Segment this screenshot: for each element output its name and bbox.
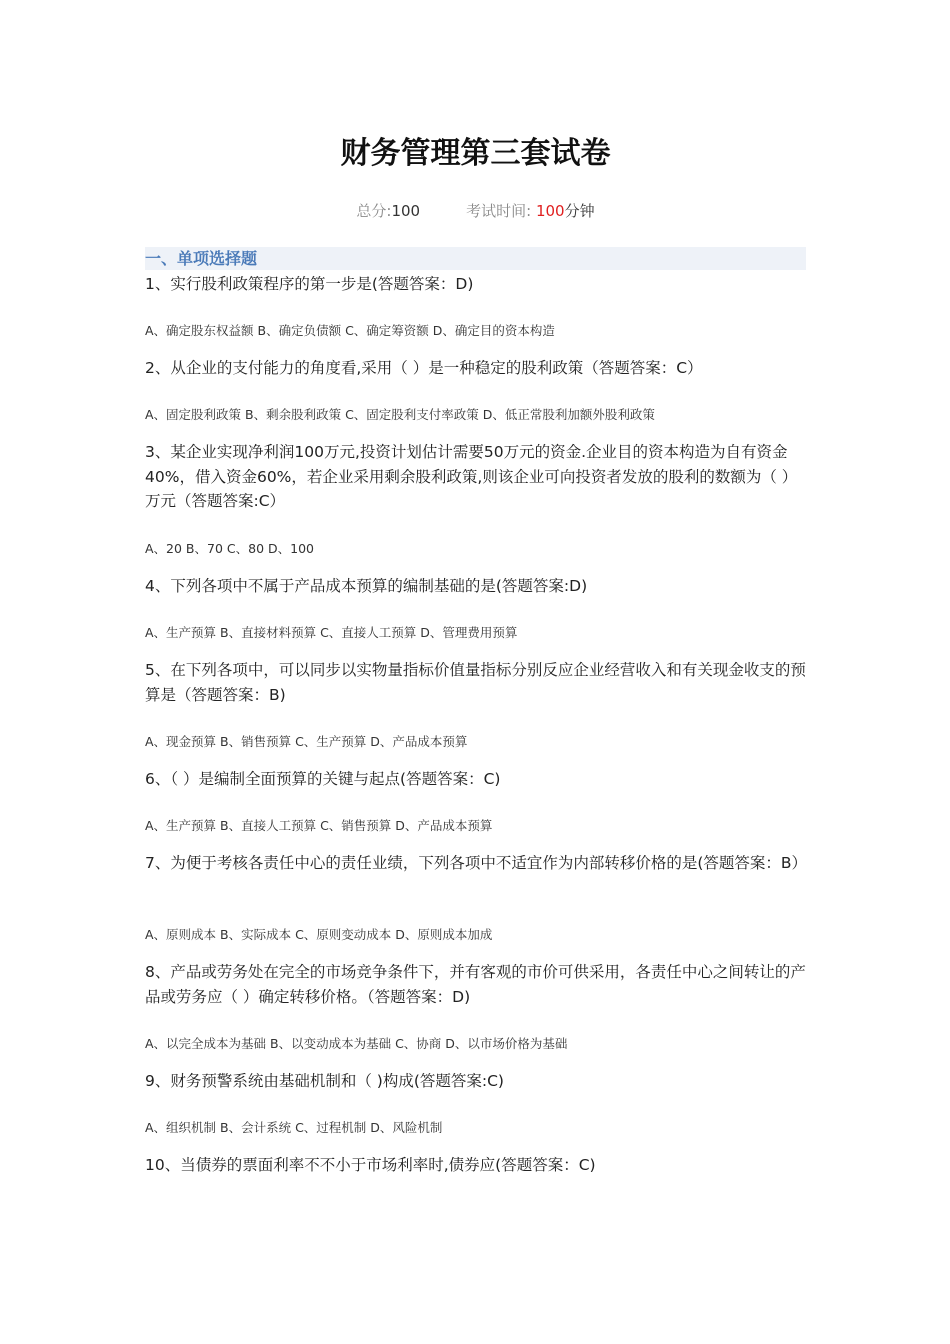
question-6: 6、（ ）是编制全面预算的关键与起点(答题答案：C): [145, 770, 501, 788]
time-label: 考试时间:: [466, 202, 532, 220]
options-4: A、生产预算 B、直接材料预算 C、直接人工预算 D、管理费用预算: [145, 625, 518, 640]
score-value: 100: [391, 202, 421, 220]
question-9: 9、财务预警系统由基础机制和（ )构成(答题答案:C): [145, 1072, 504, 1090]
section-header: 一、单项选择题: [145, 247, 806, 270]
score-label: 总分:: [356, 202, 392, 220]
options-8: A、以完全成本为基础 B、以变动成本为基础 C、协商 D、以市场价格为基础: [145, 1036, 568, 1051]
options-2: A、固定股利政策 B、剩余股利政策 C、固定股利支付率政策 D、低正常股利加额外股利政策: [145, 407, 655, 422]
question-2: 2、从企业的支付能力的角度看,采用（ ）是一种稳定的股利政策（答题答案：C）: [145, 359, 703, 377]
time-value: 100: [535, 202, 565, 220]
options-7: A、原则成本 B、实际成本 C、原则变动成本 D、原则成本加成: [145, 927, 493, 942]
question-7: 7、为便于考核各责任中心的责任业绩，下列各项中不适宜作为内部转移价格的是(答题答案：B）: [145, 854, 808, 872]
question-3: 3、某企业实现净利润100万元,投资计划估计需要50万元的资金.企业目的资本构造为自有资金40%，借入资金60%，若企业采用剩余股利政策,则该企业可向投资者发放的股利的数额为（ ）万元（答题答案:C）: [145, 443, 798, 510]
question-10: 10、当债券的票面利率不不小于市场利率时,债券应(答题答案：C): [145, 1156, 596, 1174]
question-8: 8、产品或劳务处在完全的市场竞争条件下，并有客观的市价可供采用，各责任中心之间转让的产品或劳务应（ ）确定转移价格。（答题答案：D): [145, 963, 806, 1006]
exam-title: 财务管理第三套试卷: [340, 136, 611, 171]
exam-meta: [145, 200, 806, 221]
question-5: 5、在下列各项中，可以同步以实物量指标价值量指标分别反应企业经营收入和有关现金收支的预算是（答题答案：B): [145, 661, 806, 704]
options-1: A、确定股东权益额 B、确定负债额 C、确定筹资额 D、确定目的资本构造: [145, 323, 555, 338]
options-9: A、组织机制 B、会计系统 C、过程机制 D、风险机制: [145, 1120, 443, 1135]
options-6: A、生产预算 B、直接人工预算 C、销售预算 D、产品成本预算: [145, 818, 493, 833]
question-1: 1、实行股利政策程序的第一步是(答题答案：D): [145, 275, 474, 293]
question-4: 4、下列各项中不属于产品成本预算的编制基础的是(答题答案:D): [145, 577, 588, 595]
options-3: A、20 B、70 C、80 D、100: [145, 541, 314, 556]
options-5: A、现金预算 B、销售预算 C、生产预算 D、产品成本预算: [145, 734, 468, 749]
time-unit: 分钟: [564, 202, 595, 220]
